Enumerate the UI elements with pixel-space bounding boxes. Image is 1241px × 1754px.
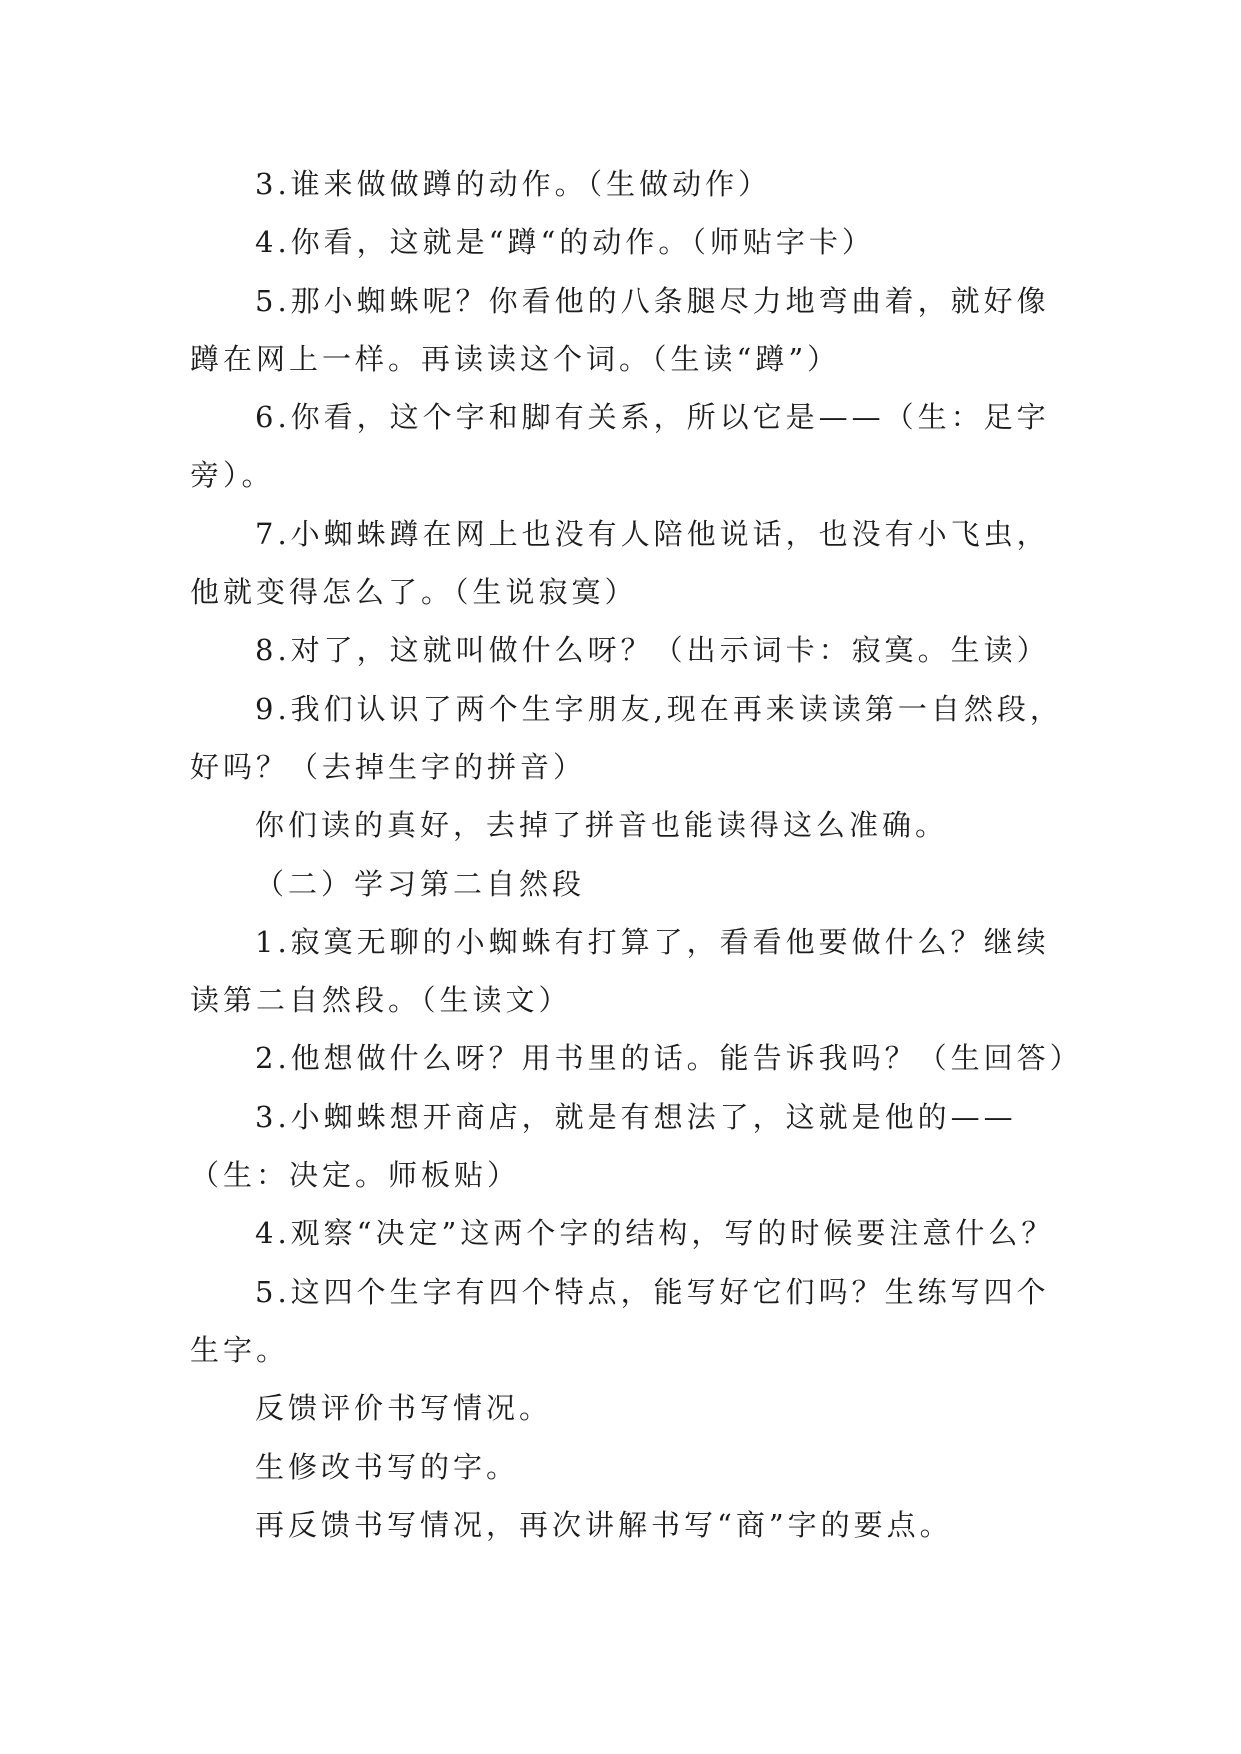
text-line: 好吗？（去掉生字的拼音）	[190, 749, 587, 784]
text-line: 9.我们认识了两个生字朋友,现在再来读读第一自然段，	[255, 691, 1063, 726]
text-line: 你们读的真好，去掉了拼音也能读得这么准确。	[255, 808, 949, 843]
text-line: 4.观察“决定”这两个字的结构，写的时候要注意什么？	[255, 1216, 1055, 1251]
text-line: 生修改书写的字。	[255, 1449, 520, 1484]
text-line: （生：决定。师板贴）	[190, 1158, 521, 1193]
text-line: 3.小蜘蛛想开商店，就是有想法了，这就是他的——	[255, 1099, 1017, 1134]
section-heading: （二）学习第二自然段	[255, 866, 586, 901]
text-line: 读第二自然段。（生读文）	[190, 983, 572, 1018]
text-line: 7.小蜘蛛蹲在网上也没有人陪他说话，也没有小飞虫，	[255, 516, 1050, 551]
text-line: 生字。	[190, 1332, 290, 1367]
text-line: 他就变得怎么了。（生说寂寞）	[190, 575, 638, 610]
text-line: 2.他想做什么呀？用书里的话。能告诉我吗？（生回答）	[255, 1041, 1083, 1076]
text-line: 旁）。	[190, 458, 275, 493]
text-line: 4.你看，这就是“蹲“的动作。（师贴字卡）	[255, 225, 875, 260]
text-line: 蹲在网上一样。再读读这个词。（生读“蹲”）	[190, 341, 841, 376]
text-line: 3.谁来做做蹲的动作。（生做动作）	[255, 167, 772, 201]
text-line: 8.对了，这就叫做什么呀？（出示词卡：寂寞。生读）	[255, 633, 1050, 668]
text-line: 1.寂寞无聊的小蜘蛛有打算了，看看他要做什么？继续	[255, 924, 1050, 959]
text-line: 再反馈书写情况，再次讲解书写“商”字的要点。	[255, 1507, 953, 1542]
text-line: 6.你看，这个字和脚有关系，所以它是——（生：足字	[255, 400, 1050, 435]
text-line: 5.这四个生字有四个特点，能写好它们吗？生练写四个	[255, 1274, 1050, 1309]
text-line: 5.那小蜘蛛呢？你看他的八条腿尽力地弯曲着，就好像	[255, 283, 1050, 318]
document-body	[190, 155, 1090, 1554]
text-line: 反馈评价书写情况。	[255, 1391, 553, 1426]
